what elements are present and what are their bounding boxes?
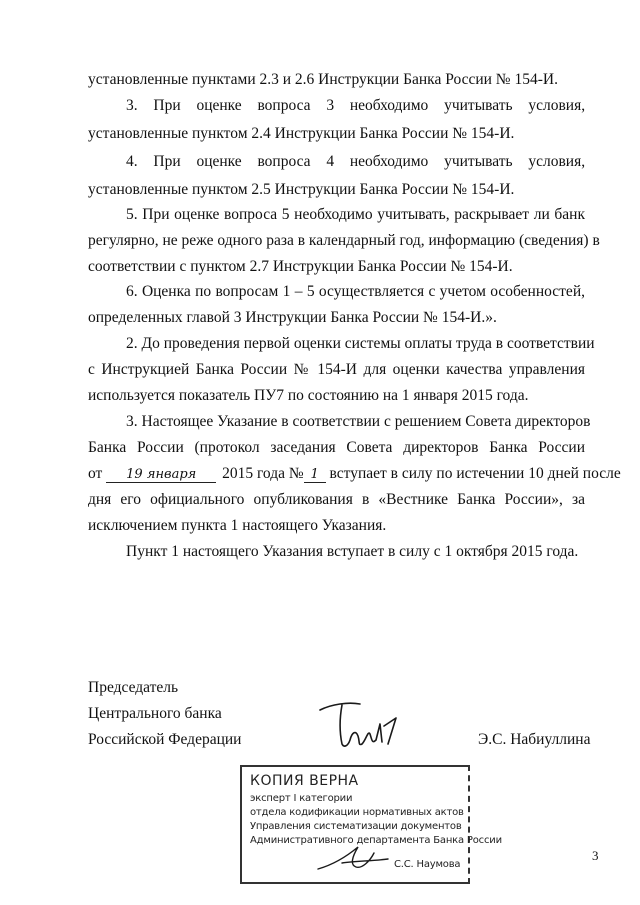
text-line-justified: 4. При оценке вопроса 4 необходимо учитывать условия,: [126, 153, 586, 170]
text-line-justified: 3. При оценке вопроса 3 необходимо учитывать условия,: [126, 97, 586, 114]
text-line: соответствии с пунктом 2.7 Инструкции Банка России № 154-И.: [88, 258, 513, 275]
text-line-justified: 6. Оценка по вопросам 1 – 5 осуществляется с учетом особенностей,: [126, 283, 585, 300]
effective-text: вступает в силу по истечении 10 дней после: [329, 465, 621, 482]
stamp-line: Управления систематизации документов: [250, 821, 462, 832]
page-number: 3: [592, 848, 599, 863]
text-line-justified: дня его официального опубликования в «Вестнике Банка России», за: [88, 491, 585, 508]
text-line-justified: Банка России (протокол заседания Совета директоров Банка России: [88, 439, 585, 456]
certified-copy-stamp: [240, 765, 502, 884]
signatory-title-3: Российской Федерации: [88, 731, 242, 748]
signatory-title-2: Центрального банка: [88, 705, 222, 722]
text-line: установленные пунктами 2.3 и 2.6 Инструкции Банка России № 154-И.: [88, 71, 558, 88]
year-text: 2015 года №: [222, 465, 304, 482]
handwritten-date-field: 19 января: [106, 468, 216, 483]
text-line: определенных главой 3 Инструкции Банка России № 154-И.».: [88, 309, 497, 326]
text-line-date: [88, 465, 621, 483]
text-line: Пункт 1 настоящего Указания вступает в силу с 1 октября 2015 года.: [126, 543, 579, 560]
from-word: от: [88, 465, 103, 482]
handwritten-signature: [312, 696, 402, 756]
text-line: установленные пунктом 2.4 Инструкции Банка России № 154-И.: [88, 125, 515, 142]
text-line-justified: 3. Настоящее Указание в соответствии с решением Совета директоров: [126, 413, 591, 430]
text-line-justified: с Инструкцией Банка России № 154-И для оценки качества управления: [88, 361, 585, 378]
stamp-heading: КОПИЯ ВЕРНА: [250, 773, 359, 789]
stamp-line: отдела кодификации нормативных актов: [250, 807, 464, 818]
stamp-line: Административного департамента Банка России: [250, 835, 502, 846]
stamp-line: эксперт I категории: [250, 793, 353, 804]
text-line: исключением пункта 1 настоящего Указания.: [88, 517, 387, 534]
text-line-justified: 5. При оценке вопроса 5 необходимо учитывать, раскрывает ли банк: [126, 206, 585, 223]
text-line: установленные пунктом 2.5 Инструкции Банка России № 154-И.: [88, 181, 515, 198]
text-line-justified: 2. До проведения первой оценки системы оплаты труда в соответствии: [126, 335, 595, 352]
text-line-justified: регулярно, не реже одного раза в календарный год, информацию (сведения) в: [88, 232, 600, 249]
text-line: используется показатель ПУ7 по состоянию на 1 января 2015 года.: [88, 387, 529, 404]
stamp-signer: С.С. Наумова: [394, 859, 461, 870]
signatory-title-1: Председатель: [88, 679, 179, 696]
signatory-name: Э.С. Набиуллина: [478, 731, 591, 748]
stamp-signature: [312, 839, 392, 875]
handwritten-number-field: 1: [304, 468, 326, 483]
